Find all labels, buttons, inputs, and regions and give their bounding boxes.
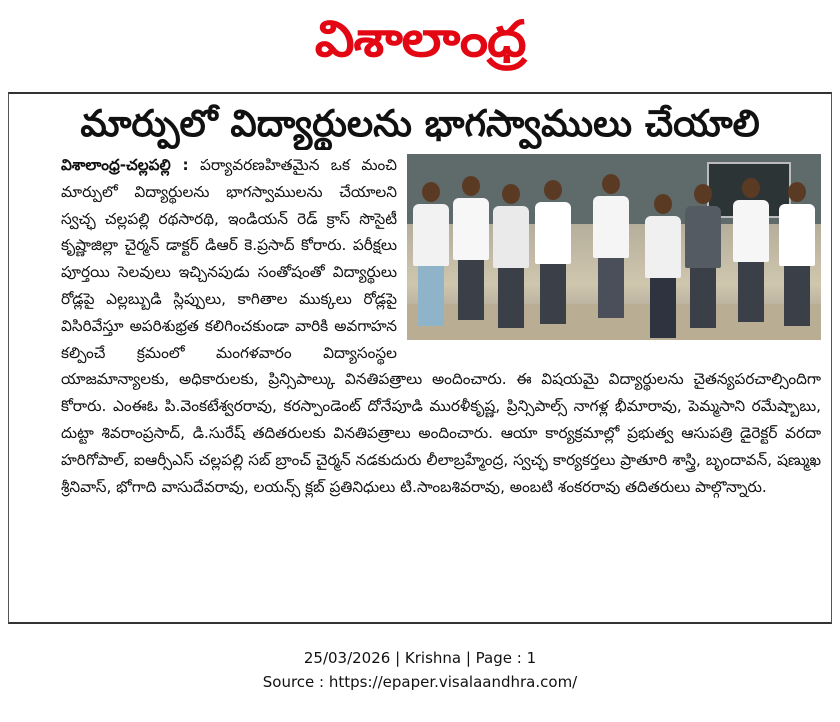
article-photo (407, 154, 821, 340)
footer-date-line: 25/03/2026 | Krishna | Page : 1 (303, 649, 537, 667)
newspaper-logo: విశాలాంధ్ర (314, 10, 526, 68)
news-clipping (8, 92, 832, 624)
article-body (61, 152, 821, 500)
paragraph-text: పర్యావరణహితమైన ఒక మంచి మార్పులో విద్యార్థులను భాగస్వాములను చేయాలని స్వచ్ఛ చల్లపల్లి రథసారథి, ఇండియన్ రెడ్ క్రాస్ సొసైటీ కృష్ణాజిల్లా చైర్మన్ డాక్టర్ డిఆర్ కె.ప్రసాద్ కోరారు. పరీక్షలు పూర్తయి సెలవులు ఇచ్చినపుడు సంతోషంతో విద్యార్థులు రోడ్లపై ఎల్లబ్బుడి స్లిప్పులు, కాగితాల ముక్కలు రోడ్లపై విసిరివేస్తూ అపరిశుభ్రత కలిగించకుండా వారికి అవగాహన కల్పించే క్రమంలో మంగళవారం విద్యాసంస్థల యాజమాన్యాలకు, అధికారులకు, ప్రిన్సిపాల్కు వినతిపత్రాలు అందించారు. ఈ విషయమై విద్యార్థులను చైతన్యపరచాల్సిందిగా కోరారు. ఎంఈఓ పి.వెంకటేశ్వరరావు, కరస్పాండెంట్ దోనేపూడి మురళీకృష్ణ, ప్రిన్సిపాల్స్ నాగళ్ల భీమారావు, పెమ్మసాని రమేష్బాబు, దుట్టా శివరాంప్రసాద్, డి.సురేష్ తదితరులకు వినతిపత్రాలు అందించారు. ఆయా కార్యక్రమాల్లో ప్రభుత్వ ఆసుపత్రి డైరెక్టర్ వరదా హరిగోపాల్, ఐఆర్సీఎస్ చల్లపల్లి సబ్ బ్రాంచ్ చైర్మన్ నడకుదురు లీలాబ్రహ్మేంద్ర, స్వచ్ఛ కార్యకర్తలు ప్రాతూరి శాస్త్రి, బృందావన్, షణ్ముఖ శ్రీనివాస్, భోగాది వాసుదేవరావు, లయన్స్ క్లబ్ ప్రతినిధులు టి.సాంబశివరావు, అంబటి శంకరరావు తదితరులు పాల్గొన్నారు. (61, 156, 821, 496)
dateline: విశాలాంధ్ర-చల్లపల్లి : (61, 156, 189, 174)
article-headline: మార్పులో విద్యార్థులను భాగస్వాములు చేయాలి (80, 102, 760, 145)
footer-source-line[interactable]: Source : https://epaper.visalaandhra.com/ (262, 673, 578, 691)
masthead (0, 4, 840, 74)
